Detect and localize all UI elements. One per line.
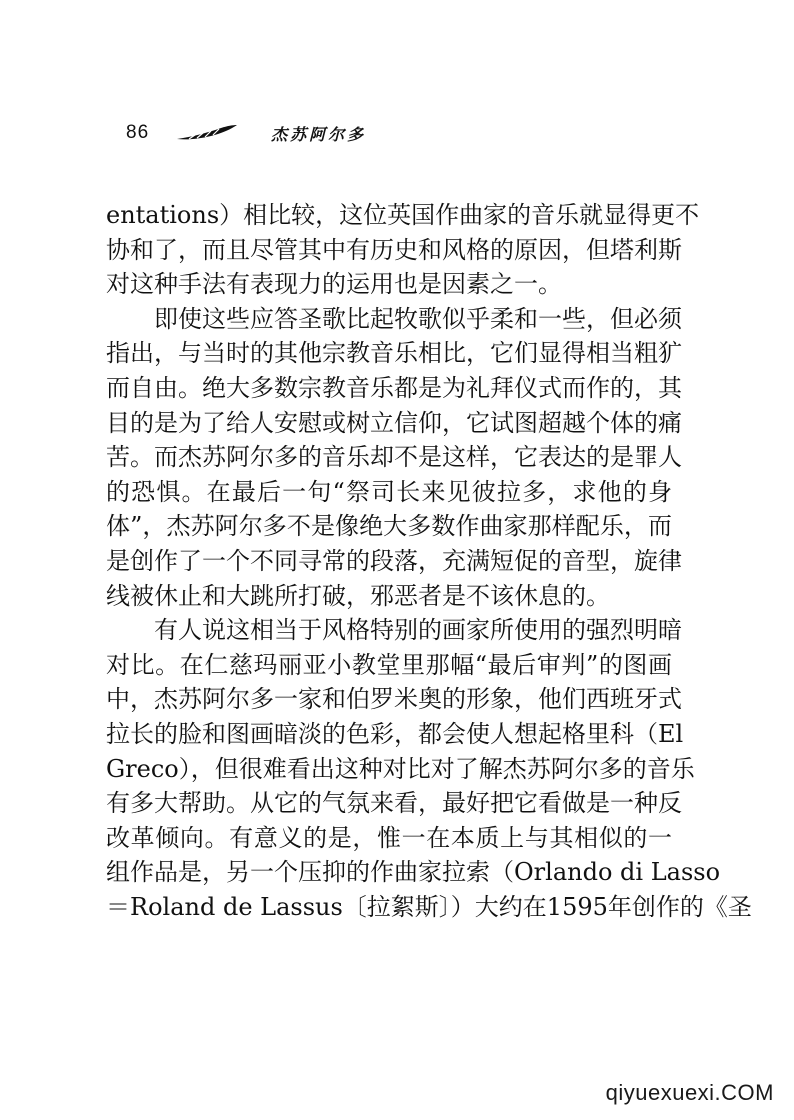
text-line: 而自由。绝大多数宗教音乐都是为礼拜仪式而作的，其 <box>106 373 682 402</box>
text-line: 线被休止和大跳所打破，邪恶者是不该休息的。 <box>106 581 610 610</box>
text-line: 苦。而杰苏阿尔多的音乐却不是这样，它表达的是罪人 <box>106 443 682 472</box>
text-line: 对比。在仁慈玛丽亚小教堂里那幅“最后审判”的图画 <box>106 650 672 679</box>
text-line: 有人说这相当于风格特别的画家所使用的强烈明暗 <box>154 616 682 645</box>
text-line: 目的是为了给人安慰或树立信仰，它试图超越个体的痛 <box>106 408 682 437</box>
text-line: 有多大帮助。从它的气氛来看，最好把它看做是一种反 <box>106 789 682 818</box>
text-line: 协和了，而且尽管其中有历史和风格的原因，但塔利斯 <box>106 235 682 264</box>
text-line: 中，杰苏阿尔多一家和伯罗米奥的形象，他们西班牙式 <box>106 685 682 714</box>
text-line: entations）相比较，这位英国作曲家的音乐就显得更不 <box>106 201 700 229</box>
running-header <box>126 118 366 148</box>
text-line: ＝Roland de Lassus〔拉絮斯〕）大约在1595年创作的《圣 <box>106 892 752 921</box>
running-title: 杰苏阿尔多 <box>271 124 367 144</box>
text-line: 体”，杰苏阿尔多不是像绝大多数作曲家那样配乐，而 <box>106 512 672 541</box>
text-line: 改革倾向。有意义的是，惟一在本质上与其相似的一 <box>106 823 672 852</box>
text-line: 是创作了一个不同寻常的段落，充满短促的音型，旋律 <box>106 546 682 575</box>
text-line: 的恐惧。在最后一句“祭司长来见彼拉多，求他的身 <box>106 477 672 506</box>
text-line: 组作品是，另一个压抑的作曲家拉索（Orlando di Lasso <box>106 858 721 887</box>
site-watermark: qiyuexuexi.COM <box>605 1080 774 1105</box>
text-line: 即使这些应答圣歌比起牧歌似乎柔和一些，但必须 <box>154 304 682 333</box>
body-text <box>106 198 752 924</box>
quill-icon <box>175 123 239 143</box>
text-line: 指出，与当时的其他宗教音乐相比，它们显得相当粗犷 <box>106 339 682 368</box>
page-number: 86 <box>126 122 150 143</box>
text-line: Greco），但很难看出这种对比对了解杰苏阿尔多的音乐 <box>106 754 695 783</box>
text-line: 对这种手法有表现力的运用也是因素之一。 <box>106 270 562 299</box>
text-line: 拉长的脸和图画暗淡的色彩，都会使人想起格里科（El <box>106 719 684 748</box>
